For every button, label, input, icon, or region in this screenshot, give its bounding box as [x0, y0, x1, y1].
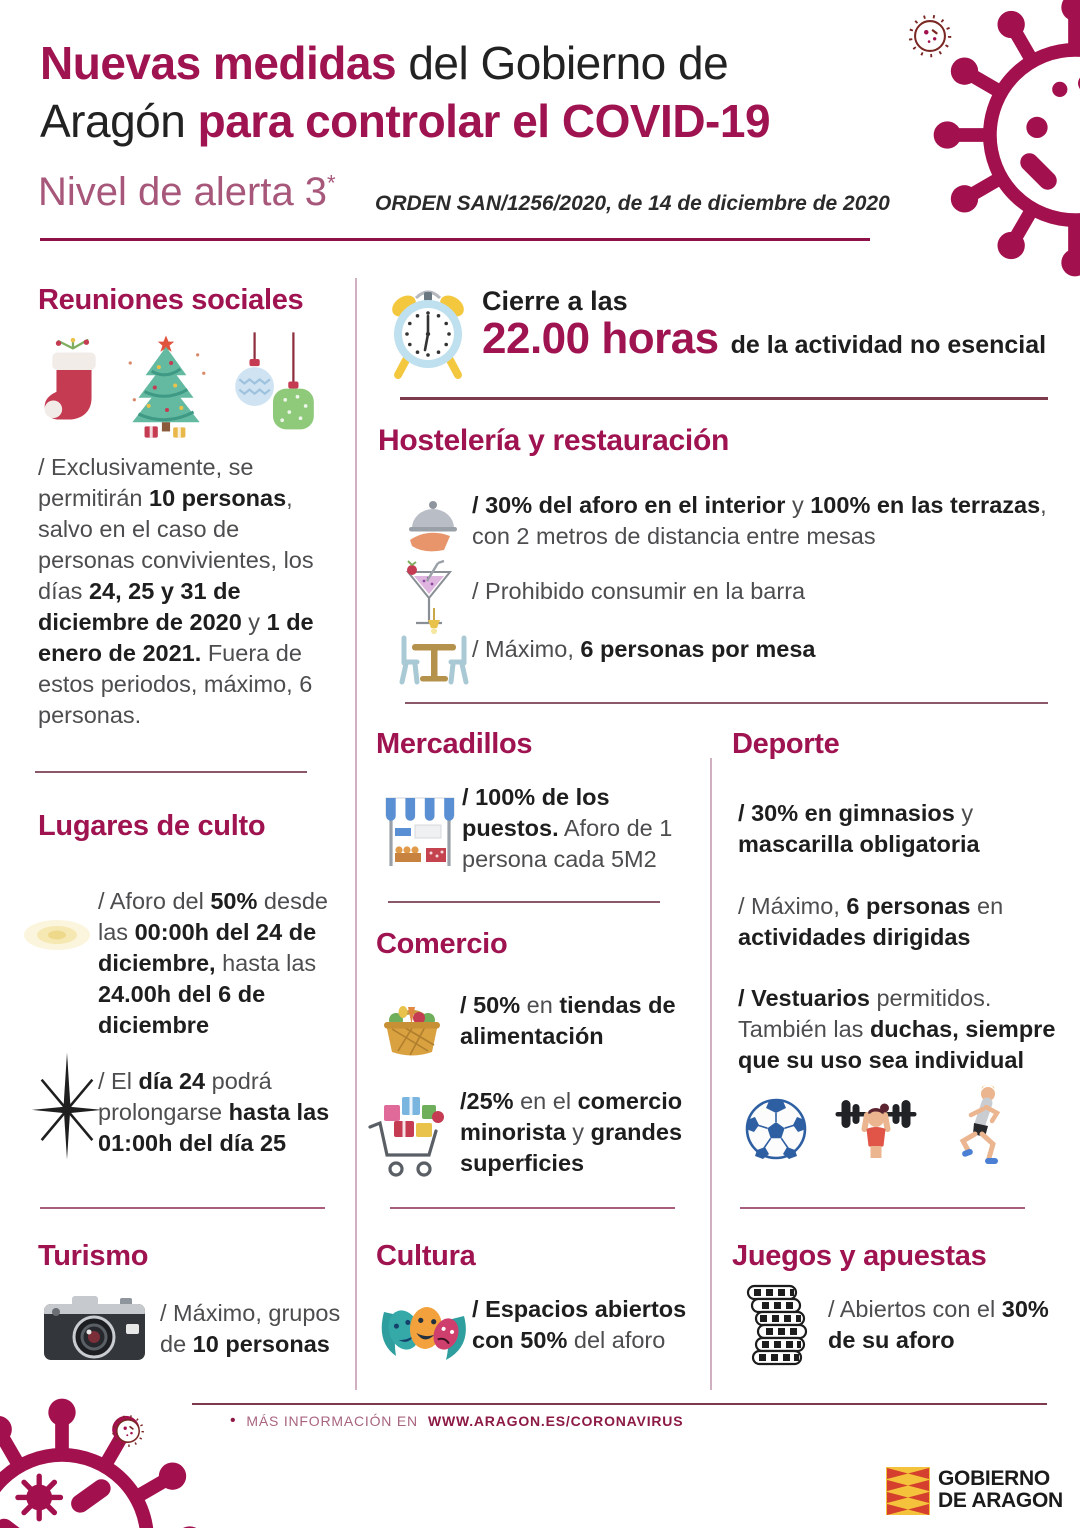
page-title-line2	[40, 94, 770, 148]
turismo-item-text: / Máximo, grupos de 10 personas	[160, 1300, 341, 1357]
poker-chips-icon	[742, 1282, 816, 1374]
footer-info-label: MÁS INFORMACIÓN EN	[246, 1413, 418, 1429]
juegos-item-text: / Abiertos con el 30% de su aforo	[828, 1296, 1049, 1353]
section-divider	[388, 901, 660, 903]
section-title-hosteleria: Hostelería y restauración	[378, 424, 729, 457]
christmas-stocking-icon	[42, 336, 106, 434]
section-divider	[390, 1207, 675, 1209]
closure-time: 22.00 horas	[482, 314, 719, 363]
lugares-item-text: / Aforo del 50% desde las 00:00h del 24 de diciembre, hasta las 24.00h del 6 de diciembre	[98, 888, 328, 1038]
deporte-item-text: / Máximo, 6 personas en actividades dirigidas	[738, 893, 1004, 950]
alert-asterisk: *	[327, 170, 336, 196]
weightlifting-icon	[832, 1088, 920, 1168]
lugares-item-text: / El día 24 podrá prolongarse hasta las 01:00h del día 25	[98, 1068, 330, 1156]
closure-prefix: Cierre a las	[482, 286, 628, 316]
camera-icon	[42, 1292, 147, 1364]
closure-suffix: de la actividad no esencial	[730, 331, 1047, 359]
aragon-flag-icon	[886, 1466, 930, 1516]
hosteleria-item-text: / 30% del aforo en el interior y 100% en las terrazas, con 2 metros de distancia entre mesas	[472, 492, 1047, 549]
section-divider	[740, 1207, 1025, 1209]
title-plain: del Gobierno de	[396, 37, 729, 89]
column-divider	[355, 278, 357, 1390]
coronavirus-small-icon	[107, 1410, 149, 1452]
theater-masks-icon	[376, 1286, 468, 1366]
table-chairs-icon	[396, 606, 472, 690]
section-title-lugares: Lugares de culto	[38, 810, 266, 842]
alarm-clock-icon	[378, 282, 478, 382]
section-title-reuniones: Reuniones sociales	[38, 284, 304, 316]
title-plain: Aragón	[40, 95, 198, 147]
comercio-item-text: /25% en el comercio minorista y grandes superficies	[460, 1088, 683, 1176]
soccer-ball-icon	[742, 1095, 810, 1163]
footer-url-link[interactable]: WWW.ARAGON.ES/CORONAVIRUS	[427, 1413, 684, 1429]
title-accent: Nuevas medidas	[40, 37, 397, 89]
order-reference: ORDEN SAN/1256/2020, de 14 de diciembre de 2020	[375, 192, 890, 215]
section-divider	[405, 702, 1048, 704]
footer-info	[230, 1412, 683, 1430]
hosteleria-item-text: / Máximo, 6 personas por mesa	[472, 636, 816, 662]
coronavirus-icon	[0, 1388, 214, 1528]
footer-bullet: •	[230, 1412, 237, 1429]
shopping-cart-icon	[366, 1086, 452, 1188]
bethlehem-star-icon	[28, 1052, 106, 1160]
cloche-icon	[404, 492, 462, 554]
section-divider	[35, 771, 307, 773]
section-divider	[40, 1207, 325, 1209]
mercadillos-item-text: / 100% de los puestos. Aforo de 1 persona cada 5M2	[462, 784, 673, 872]
coronavirus-small-icon	[902, 8, 958, 64]
candle-glow-icon	[22, 912, 92, 958]
deporte-item-text: / 30% en gimnasios y mascarilla obligatoria	[738, 800, 980, 857]
cultura-item-text: / Espacios abiertos con 50% del aforo	[472, 1296, 687, 1353]
footer-rule-top	[192, 1403, 1047, 1405]
market-stall-icon	[384, 792, 456, 870]
section-title-mercadillos: Mercadillos	[376, 728, 533, 760]
hosteleria-item-text: / Prohibido consumir en la barra	[472, 578, 806, 604]
food-basket-icon	[378, 993, 446, 1063]
christmas-tree-icon	[118, 332, 215, 440]
section-title-deporte: Deporte	[732, 728, 840, 760]
header-divider	[40, 238, 870, 241]
section-title-comercio: Comercio	[376, 928, 508, 960]
page-title-line1	[40, 36, 728, 90]
closure-divider	[400, 397, 1048, 400]
title-accent: para controlar el COVID-19	[197, 95, 771, 147]
section-title-turismo: Turismo	[38, 1240, 149, 1272]
section-title-cultura: Cultura	[376, 1240, 476, 1272]
reuniones-text: / Exclusivamente, se permitirán 10 personas, salvo en el caso de personas convivientes, los días 24, 25 y 31 de diciembre de 2020 y 1 de enero de 2021. Fuera de estos periodos, máximo, 6 personas.	[38, 454, 314, 728]
running-icon	[948, 1082, 1010, 1170]
section-title-juegos: Juegos y apuestas	[732, 1240, 987, 1272]
comercio-item-text: / 50% en tiendas de alimentación	[460, 992, 676, 1049]
logo-line2: DE ARAGON	[938, 1488, 1063, 1512]
alert-level: Nivel de alerta 3*	[38, 170, 336, 214]
baubles-icon	[226, 330, 323, 438]
logo-line1: GOBIERNO	[938, 1467, 1050, 1490]
deporte-item-text: / Vestuarios permitidos. También las duchas, siempre que su uso sea individual	[738, 985, 1056, 1073]
government-logo	[938, 1468, 1063, 1511]
